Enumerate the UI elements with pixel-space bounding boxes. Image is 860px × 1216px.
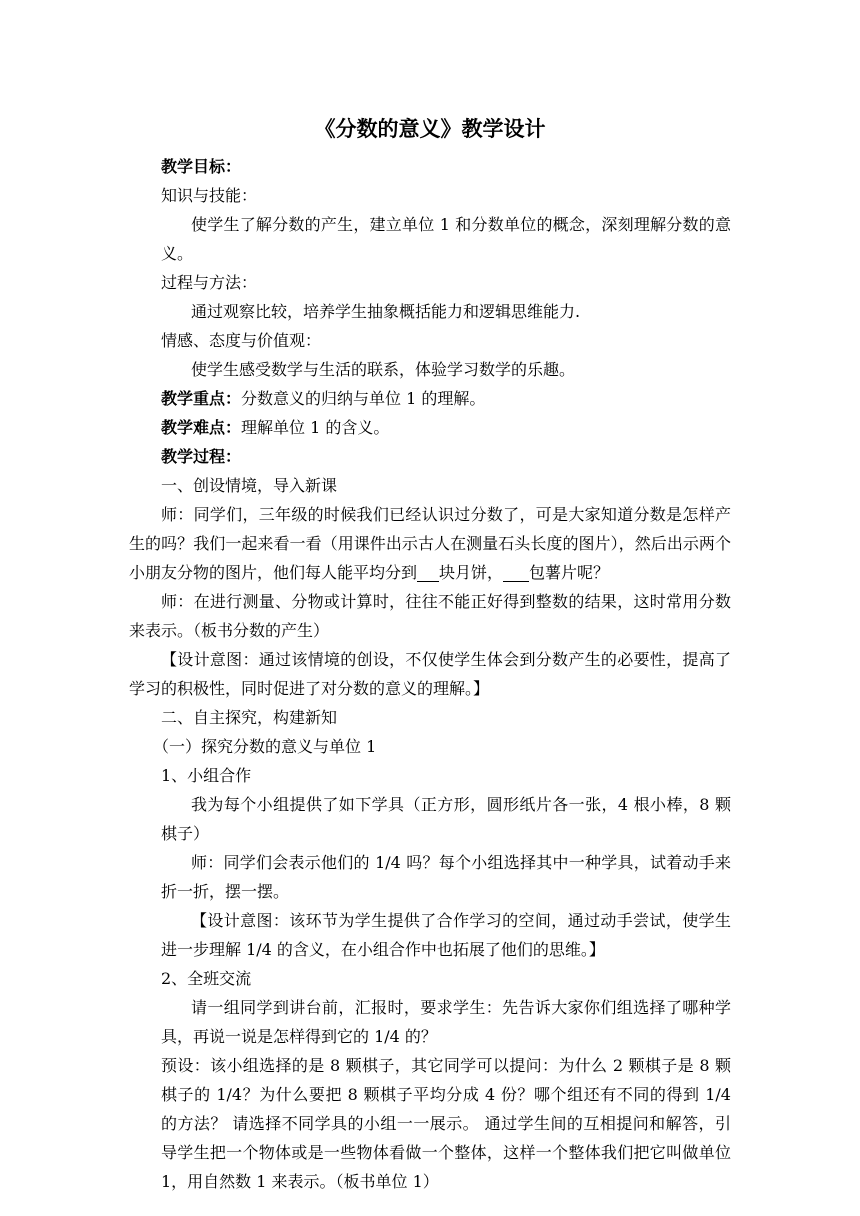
process-label: 过程与方法：: [161, 273, 258, 292]
difficulty-text: 理解单位 1 的含义。: [241, 418, 390, 437]
step1-paragraph-1: 我为每个小组提供了如下学具（正方形，圆形纸片各一张，4 根小棒，8 颗棋子）: [161, 795, 731, 843]
part1-text-c: 包薯片呢？: [529, 563, 610, 582]
difficulty-line: [161, 413, 731, 442]
step1-title: 1、小组合作: [161, 766, 252, 785]
answer-blank-1: [417, 563, 439, 582]
part1-paragraph-1: [129, 500, 731, 587]
answer-blank-2: [503, 563, 529, 582]
document-title: 《分数的意义》教学设计: [314, 116, 546, 141]
step1-design-note: 【设计意图：该环节为学生提供了合作学习的空间，通过动手尝试，使学生进一步理解 1/4 的含义，在小组合作中也拓展了他们的思维。】: [161, 911, 731, 959]
key-point-text: 分数意义的归纳与单位 1 的理解。: [241, 389, 486, 408]
document-body: [129, 152, 731, 1196]
part1-paragraph-2: 师：在进行测量、分物或计算时，往往不能正好得到整数的结果，这时常用分数来表示。（板书分数的产生）: [129, 592, 731, 640]
process-heading: 教学过程：: [161, 447, 242, 466]
emotion-label: 情感、态度与价值观：: [161, 331, 322, 350]
step2-title: 2、全班交流: [161, 969, 252, 988]
part2-subtitle: （一）探究分数的意义与单位 1: [153, 737, 377, 756]
key-point-label: 教学重点：: [161, 389, 242, 408]
step1-paragraph-2: 师：同学们会表示他们的 1/4 吗？每个小组选择其中一种学具，试着动手来折一折，摆一摆。: [161, 853, 731, 901]
difficulty-label: 教学难点：: [161, 418, 242, 437]
process-text: 通过观察比较，培养学生抽象概括能力和逻辑思维能力.: [191, 302, 581, 321]
knowledge-label: 知识与技能：: [161, 186, 258, 205]
step2-paragraph-1: 请一组同学到讲台前，汇报时，要求学生：先告诉大家你们组选择了哪种学具，再说一说是怎样得到它的 1/4 的？: [161, 998, 731, 1046]
part1-text-a: 师：同学们，三年级的时候我们已经认识过分数了，可是大家知道分数是怎样产生的吗？我们一起来看一看（用课件出示古人在测量石头长度的图片），然后出示两个小朋友分物的图片，他们每人能平均分到: [129, 505, 731, 582]
part1-title: 一、创设情境，导入新课: [161, 476, 338, 495]
part2-title: 二、自主探究，构建新知: [161, 708, 338, 727]
step2-paragraph-2: 预设：该小组选择的是 8 颗棋子，其它同学可以提问：为什么 2 颗棋子是 8 颗棋子的 1/4？为什么要把 8 颗棋子平均分成 4 份？哪个组还有不同的得到 1/4 的方法？ 请选择不同学具的小组一一展示。 通过学生间的互相提问和解答，引导学生把一个物体或是一些物体看做一个整体，这样一个整体我们把它叫做单位 1，用自然数 1 来表示。（板书单位 1）: [161, 1056, 731, 1191]
objectives-heading: 教学目标：: [161, 157, 242, 176]
knowledge-text: 使学生了解分数的产生，建立单位 1 和分数单位的概念，深刻理解分数的意义。: [161, 215, 731, 263]
emotion-text: 使学生感受数学与生活的联系，体验学习数学的乐趣。: [191, 360, 576, 379]
key-point-line: [161, 384, 731, 413]
part1-design-note: 【设计意图：通过该情境的创设，不仅使学生体会到分数产生的必要性，提高了学习的积极性，同时促进了对分数的意义的理解。】: [129, 650, 731, 698]
part1-text-b: 块月饼，: [439, 563, 504, 582]
